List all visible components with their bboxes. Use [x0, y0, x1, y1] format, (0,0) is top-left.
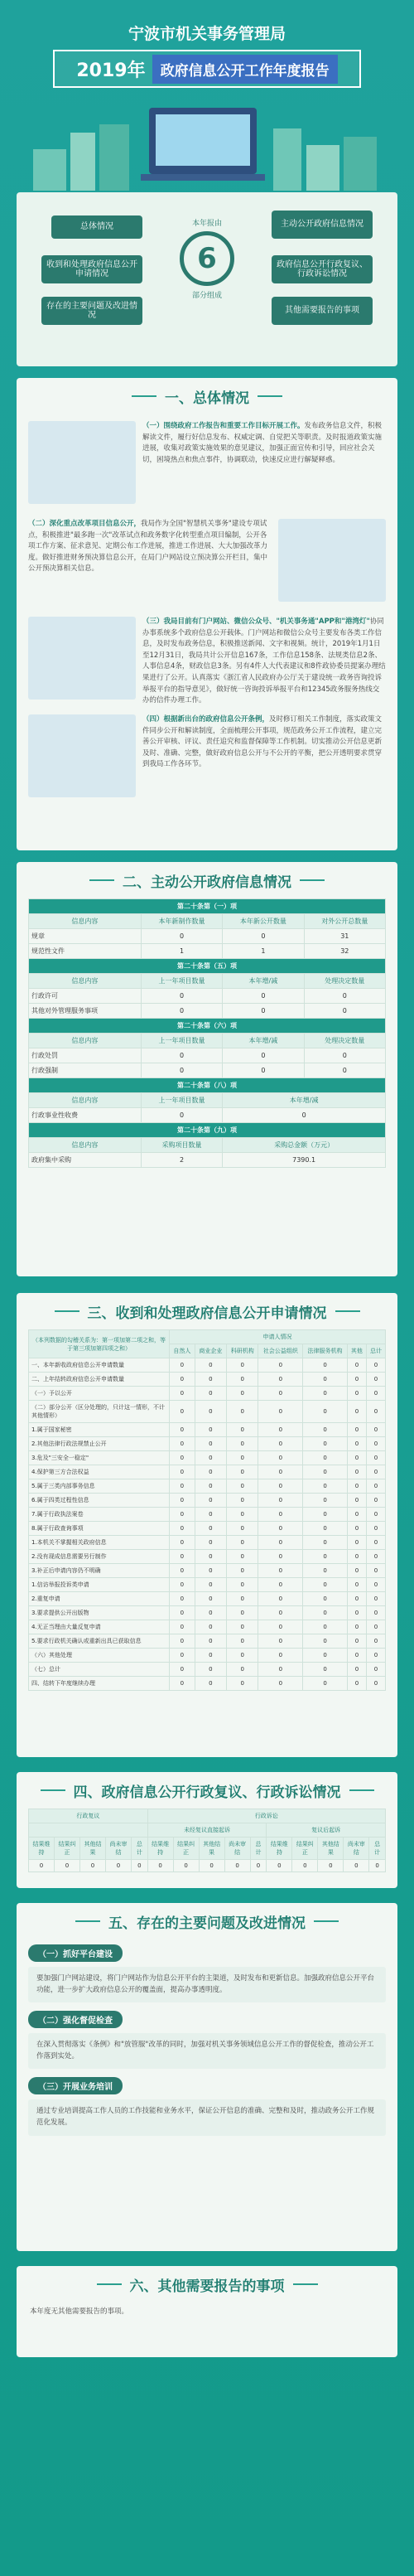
table-row: 5.要求行政机关确认或重新出具已获取信息 0 0 0 0 0 0 0: [29, 1634, 386, 1649]
report-header: [0, 0, 414, 215]
table-row: （一）予以公开 0 0 0 0 0 0 0: [29, 1387, 386, 1401]
overview-item: 其他需要报告的事项: [272, 297, 373, 325]
section-problems: [17, 1903, 397, 2251]
title-box: [53, 50, 361, 88]
block-tag: （一）抓好平台建设: [28, 1944, 123, 1962]
table-row: 一、本年新收政府信息公开申请数量 0 0 0 0 0 0 0: [29, 1358, 386, 1373]
overview-item: 政府信息公开行政复议、行政诉讼情况: [272, 255, 373, 283]
block-body: 在深入贯彻落实《条例》和"放管服"改革的同时，加强对机关事务领域信息公开工作的督促检查，推动公开工作落到实处。: [28, 2033, 386, 2069]
item-text: 发布政务信息文件，积极解读文件，履行好信息发布、权威定调、自觉把关等职责。及时报道政策实施进展，收集对政策实施效果的意见建议，加强正面宣传和引导，回应社会关切，困境热点和焦点事件，协调联动，快速反应进行解疑释惑。: [142, 422, 383, 464]
table-bar: 第二十条第（九）项: [29, 1123, 386, 1138]
overview-item: 收到和处理政府信息公开申请情况: [41, 255, 142, 283]
block-body: 通过专业培训提高工作人员的工作技能和业务水平，保证公开信息的准确、完整和及时，推动政务公开工作规范化发展。: [28, 2099, 386, 2135]
table-row: 行政处罚 0 0 0: [29, 1048, 386, 1063]
other-body: 本年度无其他需要报告的事项。: [30, 2307, 129, 2316]
problem-block: [28, 1944, 386, 2002]
table-bar: 第二十条第（八）项: [29, 1078, 386, 1093]
block-body: 要加强门户网站建设，将门户网站作为信息公开平台的主渠道，及时发布和更新信息。加强政府信息公开平台功能，进一步扩大政府信息公开的覆盖面，提高办事透明度。: [28, 1967, 386, 2002]
table-row: 1.信访举报投诉类申请 0 0 0 0 0 0 0: [29, 1578, 386, 1592]
overview-item: 主动公开政府信息情况: [272, 211, 373, 239]
item-heading: （二）深化重点改革项目信息公开，: [28, 520, 142, 528]
table-row: （六）其他处理 0 0 0 0 0 0 0: [29, 1649, 386, 1663]
table-row: 行政许可 0 0 0: [29, 989, 386, 1004]
overview-item: 总体情况: [51, 215, 142, 239]
table-row: 7.属于行政执法案卷 0 0 0 0 0 0 0: [29, 1508, 386, 1522]
section-applications: [17, 1293, 397, 1757]
table-row: 0 0 0 0 0 0 0 0 0 0 0 0 0 0 0: [29, 1860, 386, 1872]
computer-illustration: [28, 617, 136, 700]
table-row: 3.危及"三安全一稳定" 0 0 0 0 0 0 0: [29, 1451, 386, 1465]
item-text: 及时修订相关工作制度，落实政策文件同步公开和解读制度，全面梳理公开事项，规范政务公开工作流程，建立完善公开审核、评议、责任追究和监督保障等工作机制。切实推动公开信息更新及时、准确、完整，做好政府信息公开与不公开的平衡，把公开透明要求贯穿到我局工作各环节。: [142, 715, 383, 769]
table-row: 5.属于三类内部事务信息 0 0 0 0 0 0 0: [29, 1479, 386, 1494]
section-review-litigation: [17, 1772, 397, 1888]
review-table: 行政复议 行政诉讼 未经复议直接起诉 复议后起诉 结果维持 结果纠正 其他结果 尚未审结 总计 结果维持 结果纠正 其他结果 尚未审结 总计 结果维持 结果纠正 其他结果 尚未审结 总计 0 0 0 0 0 0 0 0 0 0 0 0 0 0 0: [28, 1809, 386, 1872]
table-row: 二、上年结转政府信息公开申请数量 0 0 0 0 0 0 0: [29, 1373, 386, 1387]
overall-item: [28, 714, 386, 806]
documents-illustration: [28, 714, 136, 797]
table-bar: 第二十条第（一）项: [29, 899, 386, 914]
parts-label-bottom: 部分组成: [191, 292, 222, 300]
report-title: 政府信息公开工作年度报告: [152, 55, 338, 84]
table-row: 1.属于国家秘密 0 0 0 0 0 0 0: [29, 1423, 386, 1437]
city-illustration: [25, 99, 389, 199]
parts-label-top: 本年报由: [191, 220, 222, 228]
section-title: 五、存在的主要问题及改进情况: [17, 1903, 397, 1939]
item-heading: （一）围绕政府工作报告和重要工作目标开展工作。: [142, 422, 305, 430]
table-row: 行政事业性收费 0 0: [29, 1108, 386, 1123]
table-row: 2.重复申请 0 0 0 0 0 0 0: [29, 1592, 386, 1606]
table-note: （本列数据的勾稽关系为：第一项加第二项之和，等于第三项加第四项之和）: [29, 1330, 170, 1358]
item-text: 协同办事系统多个政府信息公开载体。门户网站和微信公众号主要发布各类工作信息，及时发布政务信息，积极推送新闻、文字和视频。统计，2019年1月1日至12月31日，我局共计公开信息167条，工作信息158条、法规类信息2条、人事信息4条，财政信息3条。另有4件人大代表建议和8件政协委员提案办理结果进行了公开。认真落实《浙江省人民政府办公厅关于建设统一政务咨询投诉举报平台的指导意见》，做好统一咨询投诉举报平台和12345政务服务热线交办的信件办理工作。: [142, 617, 386, 705]
block-tag: （二）强化督促检查: [28, 2011, 123, 2028]
overall-item: [28, 421, 386, 512]
section-title: 一、总体情况: [17, 378, 397, 414]
parts-number: 6: [180, 231, 234, 286]
meeting-illustration: [278, 519, 386, 602]
section-other: [17, 2266, 397, 2357]
item-heading: （三）我局目前有门户网站、微信公众号、"机关事务通"APP和"港湾灯": [142, 617, 370, 626]
disclosure-table: 第二十条第（一）项 信息内容 本年新制作数量 本年新公开数量 对外公开总数量 规章 0 0 31 规范性文件 1 1 32 第二十条第（五）项 信息内容 上一年项目数量 本年增/减 处理决定数量 行政许可 0 0 0 其他对外管理服务事项 0 0 0 第二十条第（六）项 信息内容 上一年项目数量 本年增/减 处理决定数量 行政处罚 0 0 0 行政强制 0 0 0 第二十条第（八）项 信息内容 上一年项目数量 本年增/减 行政事业性收费 0 0 第二十条第（九）项 信息内容 采购项目数量 采购总金额（万元） 政府集中采购 2 7390.1: [28, 898, 386, 1168]
section-overall: [17, 378, 397, 850]
table-row: 规章 0 0 31: [29, 929, 386, 944]
item-text: 我局作为全国"智慧机关事务"建设专项试点，积极推进"最多跑一次"改革试点和政务数字化转型重点项目编制，公开各项工作方案、征求意见、定期公布工作进展，推进工作进展、大大加强改革力度。做好推进财务预决算信息公开，在局门户网站设立预决算公开栏目，集中公开预决算相关信息。: [28, 520, 268, 574]
section-title: 六、其他需要报告的事项: [17, 2266, 397, 2302]
problem-block: [28, 2077, 386, 2135]
overview-item: 存在的主要问题及改进情况: [41, 297, 142, 325]
overall-item: [28, 519, 386, 610]
group-label: 申请人情况: [170, 1330, 386, 1344]
table-row: 4.无正当理由大量反复申请 0 0 0 0 0 0 0: [29, 1620, 386, 1634]
table-row: 8.属于行政查询事项 0 0 0 0 0 0 0: [29, 1522, 386, 1536]
block-tag: （三）开展业务培训: [28, 2077, 123, 2094]
table-row: 2.其他法律行政法规禁止公开 0 0 0 0 0 0 0: [29, 1437, 386, 1451]
table-row: （二）部分公开（区分处理的，只计这一情形，不计其他情形） 0 0 0 0 0 0 0: [29, 1401, 386, 1423]
table-row: 政府集中采购 2 7390.1: [29, 1153, 386, 1168]
table-row: 4.保护第三方合法权益 0 0 0 0 0 0 0: [29, 1465, 386, 1479]
table-bar: 第二十条第（六）项: [29, 1019, 386, 1034]
table-row: 3.补正后申请内容仍不明确 0 0 0 0 0 0 0: [29, 1564, 386, 1578]
office-illustration: [28, 421, 136, 504]
table-row: 6.属于四类过程性信息 0 0 0 0 0 0 0: [29, 1494, 386, 1508]
table-row: 规范性文件 1 1 32: [29, 944, 386, 959]
table-row: 行政强制 0 0 0: [29, 1063, 386, 1078]
table-row: 1.本机关不掌握相关政府信息 0 0 0 0 0 0 0: [29, 1536, 386, 1550]
overall-item: [28, 617, 386, 708]
item-heading: （四）根据新出台的政府信息公开条例，: [142, 715, 270, 724]
problem-block: [28, 2011, 386, 2069]
section-title: 二、主动公开政府信息情况: [17, 862, 397, 898]
table-bar: 第二十条第（五）项: [29, 959, 386, 974]
section-active-disclosure: [17, 862, 397, 1276]
table-row: 2.没有现成信息需要另行制作 0 0 0 0 0 0 0: [29, 1550, 386, 1564]
overview-panel: [17, 192, 397, 366]
table-row: 四、结转下年度继续办理 0 0 0 0 0 0 0: [29, 1677, 386, 1691]
org-name: 宁波市机关事务管理局: [128, 25, 286, 43]
applications-table: （本列数据的勾稽关系为：第一项加第二项之和，等于第三项加第四项之和） 申请人情况 自然人 商业企业 科研机构 社会公益组织 法律服务机构 其他 总计 一、本年新收政府信息公开申请数量 0 0 0 0 0 0 0 二、上年结转政府信息公开申请数量 0 0 0 0 0 0 0 （一）予以公开 0 0 0 0 0 0 0 （二）部分公开（区分处理的，只计这一情形，不计其他情形） 0 0 0 0 0 0 0 1.属于国家秘密 0 0 0 0 0 0 0 2.其他法律行政法规禁止公开 0 0 0 0 0 0 0 3.危及"三安全一稳定" 0 0 0 0 0 0 0 4.保护第三方合法权益 0 0 0 0 0 0 0 5.属于三类内部事务信息 0 0 0 0 0 0 0 6.属于四类过程性信息 0 0 0 0 0 0 0 7.属于行政执法案卷 0 0 0 0 0 0 0 8.属于行政查询事项 0 0 0 0 0 0 0 1.本机关不掌握相关政府信息 0 0 0 0 0 0 0 2.没有现成信息需要另行制作 0 0 0 0 0 0 0 3.补正后申请内容仍不明确 0 0 0 0 0 0 0 1.信访举报投诉类申请 0 0 0 0 0 0 0 2.重复申请 0 0 0 0 0 0 0 3.要求提供公开出版物 0 0 0 0 0 0 0 4.无正当理由大量反复申请 0 0 0 0 0 0 0 5.要求行政机关确认或重新出具已获取信息 0 0 0 0 0 0 0 （六）其他处理 0 0 0 0 0 0 0 （七）总计 0 0 0 0 0 0 0 四、结转下年度继续办理 0 0 0 0 0 0 0: [28, 1329, 386, 1691]
section-title: 四、政府信息公开行政复议、行政诉讼情况: [17, 1772, 397, 1809]
table-row: （七）总计 0 0 0 0 0 0 0: [29, 1663, 386, 1677]
report-year: 2019年: [76, 60, 146, 81]
table-row: 其他对外管理服务事项 0 0 0: [29, 1004, 386, 1019]
section-title: 三、收到和处理政府信息公开申请情况: [17, 1293, 397, 1329]
parts-count: [170, 217, 244, 308]
table-row: 3.要求提供公开出版物 0 0 0 0 0 0 0: [29, 1606, 386, 1620]
